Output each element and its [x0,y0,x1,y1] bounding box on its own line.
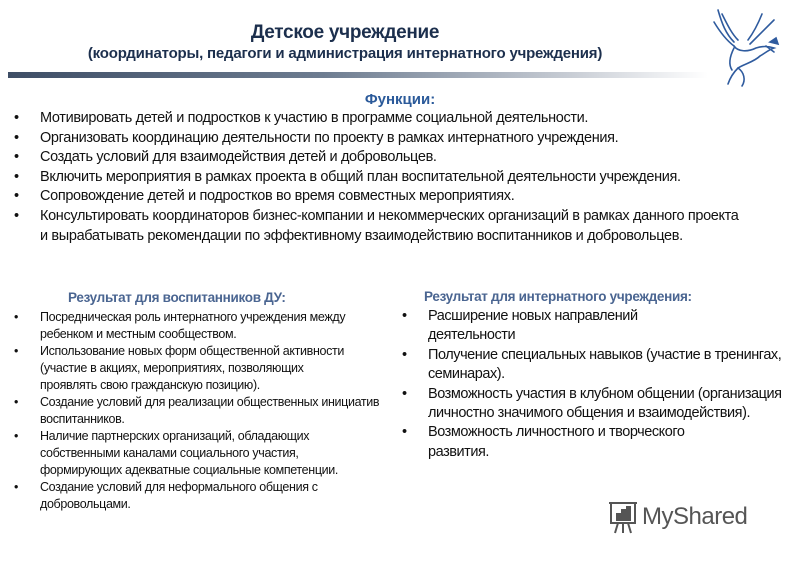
left-column-heading: Результат для воспитанников ДУ: [68,290,286,305]
presentation-board-icon [608,500,638,534]
functions-heading: Функции: [364,91,436,108]
watermark-text: MyShared [642,503,748,530]
slide-title: Детское учреждение [250,22,440,43]
right-results-list [428,307,788,462]
divider-bar [8,72,708,78]
list-item: • Возможность участия в клубном общении (организация личностно значимого общения и взаимодействия). [428,385,788,424]
list-item: • Использование новых форм общественной активности (участие в акциях, мероприятиях, позволяющих проявлять свою гражданскую позицию). [40,343,360,394]
list-item: • Наличие партнерских организаций, обладающих собственными каналами социального участия, формирующих адекватные социальные компетенции. [40,428,370,479]
list-item: • Мотивировать детей и подростков к участию в программе социальной деятельности. [40,109,760,129]
list-item: • Расширение новых направлений деятельности [428,307,708,346]
myshared-watermark [608,500,747,534]
list-item: • Включить мероприятия в рамках проекта в общий план воспитательной деятельности учреждения. [40,168,720,188]
left-results-list [40,309,385,513]
list-item: • Организовать координацию деятельности по проекту в рамках интернатного учреждения. [40,129,760,149]
list-item: • Возможность личностного и творческого развития. [428,423,748,462]
list-item: • Консультировать координаторов бизнес-компании и некоммерческих организаций в рамках данного проекта и вырабатывать рекомендации по эффективному взаимодействию воспитанников и добровольцев. [40,207,740,246]
list-item: • Посредническая роль интернатного учреждения между ребенком и местным сообществом. [40,309,385,343]
list-item: • Создание условий для неформального общения с добровольцами. [40,479,385,513]
list-item: • Получение специальных навыков (участие в тренингах, семинарах). [428,346,788,385]
list-item: • Создать условий для взаимодействия детей и добровольцев. [40,148,760,168]
list-item: • Сопровождение детей и подростков во время совместных мероприятиях. [40,187,760,207]
list-item: • Создание условий для реализации общественных инициатив воспитанников. [40,394,385,428]
right-column-heading: Результат для интернатного учреждения: [424,289,692,304]
dove-icon [708,6,788,88]
functions-list [40,109,760,246]
slide-subtitle: (координаторы, педагоги и администрация интернатного учреждения) [87,45,603,62]
